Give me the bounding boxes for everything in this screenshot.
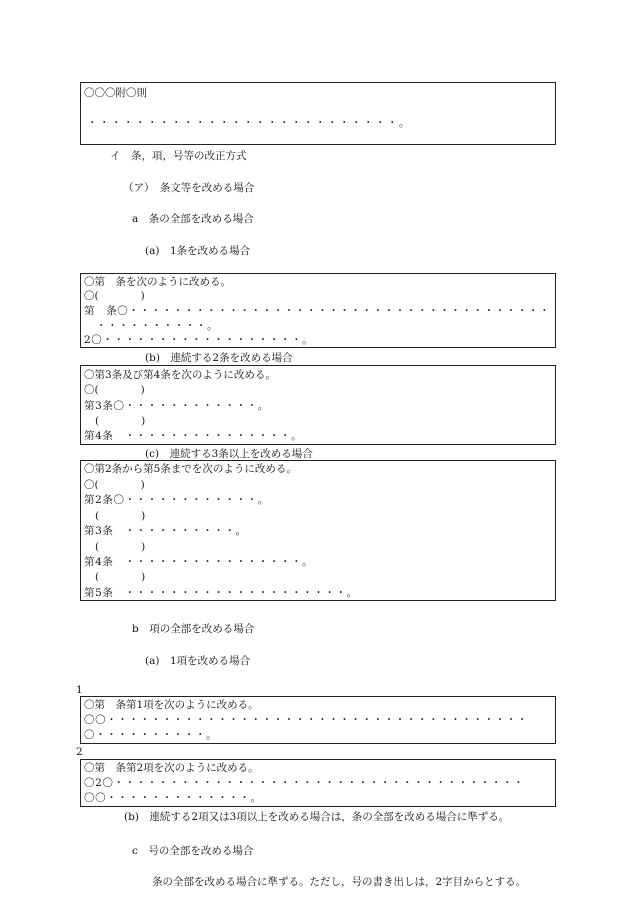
example-box-one-article [80,273,556,348]
box-line: 〇第 条第1項を次のように改める。 [84,699,259,711]
box-line: 〇第2条から第5条までを次のように改める。 [84,463,297,475]
box-line: 〇第 条を次のように改める。 [84,276,231,288]
box-line: 〇第 条第2項を次のように改める。 [84,762,259,774]
box-line: 第4条 ・・・・・・・・・・・・・・・。 [84,430,303,442]
heading-b: b 項の全部を改める場合 [132,623,255,635]
box-line: 第 条〇・・・・・・・・・・・・・・・・・・・・・・・・・・・・・・・・・・・・・・ [84,305,551,317]
box-line: 〇2〇・・・・・・・・・・・・・・・・・・・・・・・・・・・・・・・・・・・・・ [84,777,525,789]
heading-c: c 号の全部を改める場合 [132,845,254,857]
example-number-2: 2 [76,746,83,758]
box-line: 第3条〇・・・・・・・・・・・・。 [84,400,269,412]
heading-a-paren: （ア） 条文等を改める場合 [123,182,255,194]
example-box-paragraph-2 [80,759,556,807]
box-line: 2〇・・・・・・・・・・・・・・・・・・。 [84,334,314,346]
appendix-title: 〇〇〇附〇則 [84,87,147,99]
heading-b2: (b) 連続する2項又は3項以上を改める場合は，条の全部を改める場合に準ずる。 [124,811,510,823]
example-box-two-articles [80,365,556,445]
box-line: 第2条〇・・・・・・・・・・・・。 [84,494,269,506]
example-number-1: 1 [76,684,83,696]
example-box-paragraph-1 [80,696,556,744]
heading-a: a 条の全部を改める場合 [132,213,254,225]
box-line: ( ) [95,571,146,583]
box-line: 〇〇・・・・・・・・・・・・・。 [84,792,262,804]
box-line: 第5条 ・・・・・・・・・・・・・・・・・・・・。 [84,587,358,599]
box-line: 〇・・・・・・・・・・。 [84,729,218,741]
appendix-dots: ・・・・・・・・・・・・・・・・・・・・・・・・・・。 [87,117,411,129]
paragraph-c: 条の全部を改める場合に準ずる。ただし，号の書き出しは，2字目からとする。 [152,876,527,888]
box-line: 第3条 ・・・・・・・・・・。 [84,525,247,537]
heading-i: イ 条，項，号等の改正方式 [110,150,247,162]
heading-a2: (b) 連続する2条を改める場合 [145,352,293,364]
box-line: 〇( ) [84,384,145,396]
heading-b1: (a) 1項を改める場合 [145,655,251,667]
appendix-box [80,82,556,145]
box-line: 〇( ) [84,290,145,302]
example-box-multiple-articles [80,460,556,601]
heading-a3: (c) 連続する3条以上を改める場合 [145,448,313,460]
box-line: 〇( ) [84,479,145,491]
box-line: ・・・・・・・・・・。 [96,320,219,332]
box-line: ( ) [95,510,146,522]
box-line: ( ) [95,415,146,427]
heading-a1: (a) 1条を改める場合 [145,245,251,257]
box-line: ( ) [95,541,146,553]
box-line: 〇〇・・・・・・・・・・・・・・・・・・・・・・・・・・・・・・・・・・・・・・ [84,714,528,726]
box-line: 第4条 ・・・・・・・・・・・・・・・・。 [84,556,314,568]
box-line: 〇第3条及び第4条を次のように改める。 [84,369,276,381]
